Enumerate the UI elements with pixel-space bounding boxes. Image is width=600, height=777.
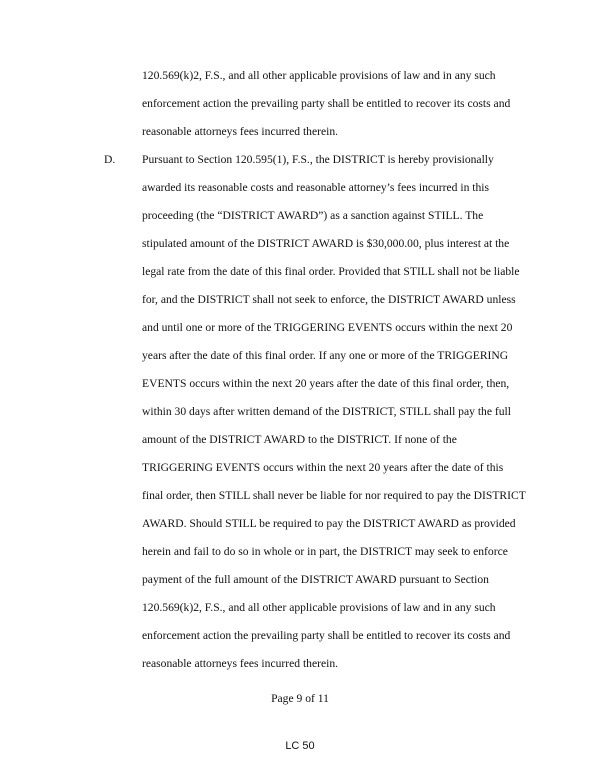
footer-code: LC 50 xyxy=(285,740,315,752)
section-d-line: and until one or more of the TRIGGERING EVENTS occurs within the next 20 xyxy=(142,321,513,334)
section-d-line: AWARD. Should STILL be required to pay the DISTRICT AWARD as provided xyxy=(142,517,516,530)
section-d-marker: D. xyxy=(104,153,116,166)
section-d-line: herein and fail to do so in whole or in part, the DISTRICT may seek to enforce xyxy=(142,545,508,558)
page-number: Page 9 of 11 xyxy=(271,692,329,705)
section-d-line: within 30 days after written demand of the DISTRICT, STILL shall pay the full xyxy=(142,405,511,418)
section-d-line: amount of the DISTRICT AWARD to the DISTRICT. If none of the xyxy=(142,433,457,446)
section-d-line: enforcement action the prevailing party shall be entitled to recover its costs and xyxy=(142,629,511,642)
continuation-line: enforcement action the prevailing party shall be entitled to recover its costs and xyxy=(142,97,511,110)
section-d-line: reasonable attorneys fees incurred therein. xyxy=(142,657,339,670)
section-d-line: final order, then STILL shall never be liable for nor required to pay the DISTRICT xyxy=(142,489,526,502)
continuation-line: 120.569(k)2, F.S., and all other applicable provisions of law and in any such xyxy=(142,69,496,82)
section-d-line: legal rate from the date of this final order. Provided that STILL shall not be liable xyxy=(142,265,520,278)
section-d-line: EVENTS occurs within the next 20 years after the date of this final order, then, xyxy=(142,377,510,390)
section-d-line: 120.569(k)2, F.S., and all other applicable provisions of law and in any such xyxy=(142,601,496,614)
section-d-line: stipulated amount of the DISTRICT AWARD is $30,000.00, plus interest at the xyxy=(142,237,510,250)
section-d-line: awarded its reasonable costs and reasonable attorney’s fees incurred in this xyxy=(142,181,490,194)
section-d-line: payment of the full amount of the DISTRICT AWARD pursuant to Section xyxy=(142,573,489,586)
continuation-line: reasonable attorneys fees incurred therein. xyxy=(142,125,339,138)
section-d-line: years after the date of this final order. If any one or more of the TRIGGERING xyxy=(142,349,509,362)
section-d-line: Pursuant to Section 120.595(1), F.S., the DISTRICT is hereby provisionally xyxy=(142,153,494,166)
section-d-line: proceeding (the “DISTRICT AWARD”) as a sanction against STILL. The xyxy=(142,209,484,222)
section-d-line: TRIGGERING EVENTS occurs within the next 20 years after the date of this xyxy=(142,461,504,474)
section-d-line: for, and the DISTRICT shall not seek to enforce, the DISTRICT AWARD unless xyxy=(142,293,516,306)
